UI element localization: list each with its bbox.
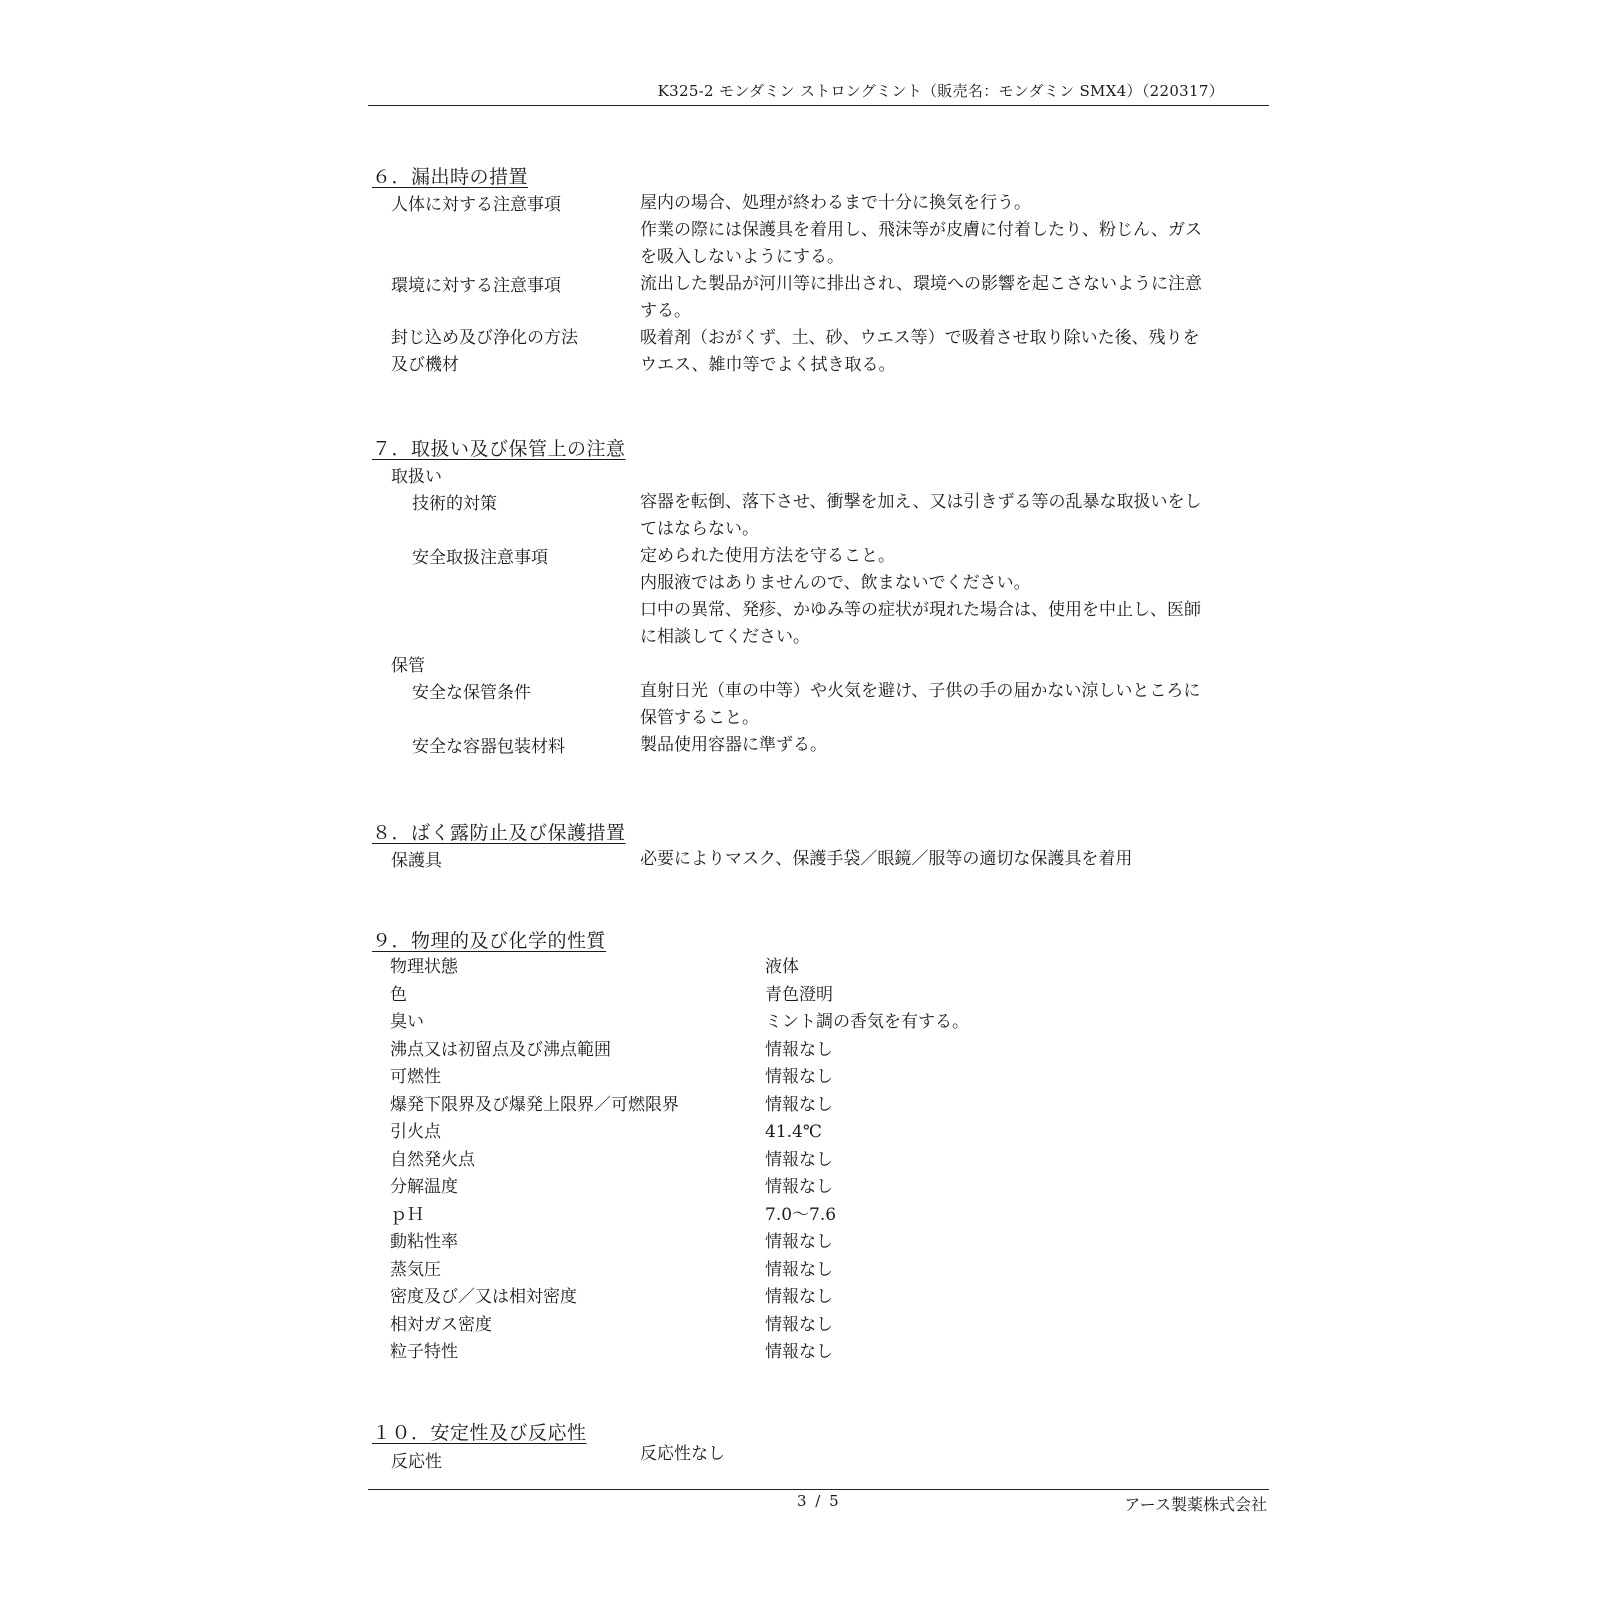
s10-label: 反応性: [391, 1452, 442, 1472]
s7-pack-label: 安全な容器包装材料: [412, 737, 565, 757]
property-label: 臭い: [390, 1012, 424, 1032]
company-name: アース製薬株式会社: [1124, 1495, 1267, 1514]
property-label: 密度及び／又は相対密度: [390, 1287, 577, 1307]
table-row: [390, 1119, 969, 1147]
section-9-heading: ９．物理的及び化学的性質: [372, 930, 607, 952]
text-line: 流出した製品が河川等に排出され、環境への影響を起こさないように注意: [640, 274, 1203, 294]
s8-label: 保護具: [391, 851, 442, 871]
property-value: 情報なし: [765, 1094, 833, 1115]
property-label: 物理状態: [390, 957, 458, 977]
table-row: [390, 1284, 969, 1312]
s8-value: 必要によりマスク、保護手袋／眼鏡／服等の適切な保護具を着用: [640, 849, 1133, 869]
text-line: 及び機材: [391, 355, 459, 375]
s6-value-contain: [640, 325, 1200, 379]
table-row: [390, 1174, 969, 1202]
property-value: 情報なし: [765, 1177, 833, 1197]
table-row: [390, 954, 969, 982]
table-row: [390, 1009, 969, 1037]
property-label: 蒸気圧: [390, 1259, 441, 1280]
s6-label-contain: [391, 325, 578, 379]
property-label: 可燃性: [390, 1067, 441, 1087]
text-line: 直射日光（車の中等）や火気を避け、子供の手の届かない涼しいところに: [640, 681, 1201, 701]
text-line: 口中の異常、発疹、かゆみ等の症状が現れた場合は、使用を中止し、医師: [640, 600, 1201, 620]
table-row: [390, 1092, 969, 1120]
document-header: K325-2 モンダミン ストロングミント（販売名：モンダミン SMX4）（220317）: [657, 82, 1224, 100]
s7-storage-label: 保管: [391, 656, 425, 676]
s7-cond-value: [640, 678, 1200, 732]
property-value: 青色澄明: [765, 984, 833, 1005]
s10-value: 反応性なし: [640, 1444, 725, 1464]
table-row: [390, 1064, 969, 1092]
text-line: に相談してください。: [640, 627, 810, 647]
section-7-heading: ７．取扱い及び保管上の注意: [372, 438, 626, 460]
table-row: [390, 1229, 969, 1257]
table-row: [390, 1257, 969, 1285]
text-line: する。: [640, 301, 691, 321]
section-8-heading: ８．ばく露防止及び保護措置: [372, 822, 626, 844]
text-line: 封じ込め及び浄化の方法: [391, 328, 578, 348]
property-value: 情報なし: [765, 1314, 833, 1335]
s7-tech-label: 技術的対策: [412, 494, 497, 514]
property-value: 情報なし: [765, 1149, 833, 1170]
property-label: 沸点又は初留点及び沸点範囲: [390, 1039, 611, 1060]
text-line: 容器を転倒、落下させ、衝撃を加え、又は引きずる等の乱暴な取扱いをし: [640, 492, 1202, 512]
s6-value-env: [640, 271, 1202, 325]
footer-rule: [368, 1489, 1269, 1490]
table-row: [390, 982, 969, 1010]
s7-safe-value: [640, 543, 1201, 651]
s6-label-env: 環境に対する注意事項: [391, 276, 561, 296]
table-row: [390, 1037, 969, 1065]
text-line: 作業の際には保護具を着用し、飛沫等が皮膚に付着したり、粉じん、ガス: [640, 220, 1203, 240]
s7-cond-label: 安全な保管条件: [412, 683, 531, 703]
s7-handling-label: 取扱い: [391, 467, 442, 487]
s7-safe-label: 安全取扱注意事項: [412, 548, 548, 568]
property-value: 情報なし: [765, 1067, 833, 1087]
property-value: 情報なし: [765, 1232, 833, 1252]
section-6-heading: ６．漏出時の措置: [372, 166, 529, 188]
property-label: 自然発火点: [390, 1149, 475, 1170]
property-value: ミント調の香気を有する。: [765, 1012, 969, 1032]
property-value: 情報なし: [765, 1039, 833, 1060]
property-label: 引火点: [390, 1122, 441, 1142]
table-row: [390, 1202, 969, 1230]
properties-table: [390, 954, 969, 1367]
text-line: 製品使用容器に準ずる。: [640, 735, 827, 755]
property-label: 相対ガス密度: [390, 1314, 492, 1335]
property-label: 色: [390, 984, 407, 1005]
text-line: 吸着剤（おがくず、土、砂、ウエス等）で吸着させ取り除いた後、残りを: [640, 328, 1200, 348]
table-row: [390, 1147, 969, 1175]
s7-pack-value: [640, 732, 827, 759]
table-row: [390, 1339, 969, 1367]
s6-value-human: [640, 190, 1202, 271]
property-label: 分解温度: [390, 1177, 458, 1197]
property-value: 情報なし: [765, 1259, 833, 1280]
property-label: 粒子特性: [390, 1342, 458, 1362]
property-label: ｐＨ: [390, 1204, 424, 1225]
text-line: 保管すること。: [640, 708, 759, 728]
property-value: 41.4℃: [765, 1122, 822, 1142]
text-line: ウエス、雑巾等でよく拭き取る。: [640, 355, 896, 375]
property-value: 7.0～7.6: [765, 1204, 837, 1225]
text-line: てはならない。: [640, 519, 759, 539]
table-row: [390, 1312, 969, 1340]
property-label: 動粘性率: [390, 1232, 458, 1252]
property-value: 情報なし: [765, 1342, 833, 1362]
property-value: 情報なし: [765, 1287, 833, 1307]
s7-tech-value: [640, 489, 1202, 543]
header-rule: [368, 105, 1269, 106]
s6-label-human: 人体に対する注意事項: [391, 195, 561, 215]
text-line: 屋内の場合、処理が終わるまで十分に換気を行う。: [640, 193, 1031, 213]
property-label: 爆発下限界及び爆発上限界／可燃限界: [390, 1094, 679, 1115]
page-number: 3 / 5: [797, 1492, 841, 1510]
text-line: を吸入しないようにする。: [640, 247, 844, 267]
text-line: 定められた使用方法を守ること。: [640, 546, 895, 566]
property-value: 液体: [765, 957, 799, 977]
text-line: 内服液ではありませんので、飲まないでください。: [640, 573, 1031, 593]
section-10-heading: １０．安定性及び反応性: [372, 1422, 587, 1444]
